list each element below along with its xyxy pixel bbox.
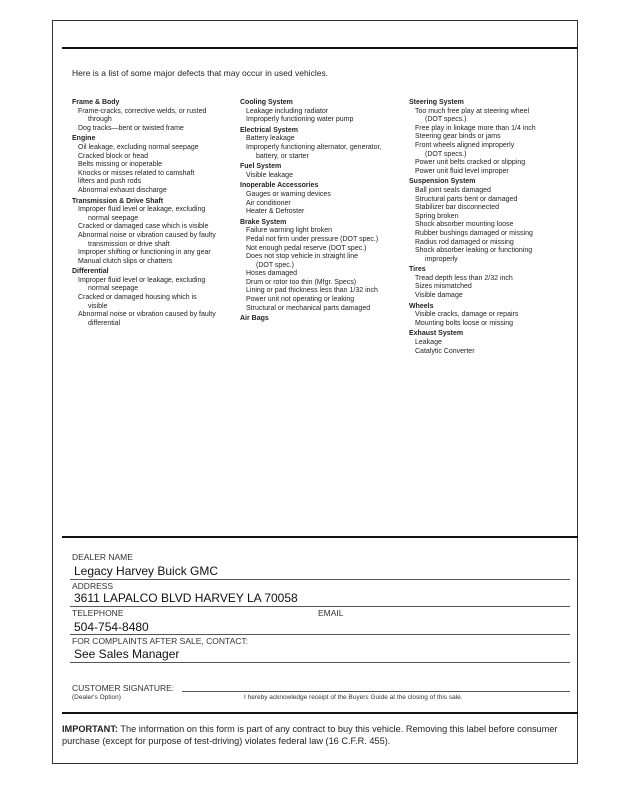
email-label: EMAIL [318, 608, 344, 618]
section-heading: Engine [72, 135, 96, 143]
defect-item: Power unit fluid level improper [415, 167, 509, 175]
section-heading: Tires [409, 266, 426, 274]
defect-item: Belts missing or inoperable [78, 161, 163, 169]
defect-item: Hoses damaged [246, 270, 297, 278]
signature-label: CUSTOMER SIGNATURE: [72, 683, 175, 693]
defect-item: Power unit belts cracked or slipping [415, 159, 526, 167]
defect-item: Not enough pedal reserve (DOT spec.) [246, 244, 367, 252]
telephone-value: 504-754-8480 [74, 620, 149, 634]
defect-item: Gauges or warning devices [246, 190, 331, 198]
complaints-value: See Sales Manager [74, 647, 180, 661]
defect-item: Frame-cracks, corrective welds, or rusted [78, 107, 207, 115]
defect-item-continuation: improperly [425, 255, 458, 263]
defect-item-continuation: battery, or starter [256, 152, 309, 160]
acknowledge-text: I hereby acknowledge receipt of the Buyers Guide at the closing of this sale. [244, 694, 463, 701]
important-rule [62, 712, 578, 714]
defect-item-continuation: transmission or drive shaft [88, 240, 170, 248]
important-text: The information on this form is part of any contract to buy this vehicle. Removing this label before consumer purchase (except for purpose of test-driving) violates federal law (16 C.F.R. 455). [62, 724, 558, 746]
section-heading: Wheels [409, 302, 434, 310]
complaints-line [70, 662, 570, 663]
dealer-name-line [70, 579, 570, 580]
defect-item-continuation: (DOT spec.) [256, 261, 294, 269]
defects-column-1 [72, 97, 237, 328]
defect-item: Cracked or damaged case which is visible [78, 223, 209, 231]
defect-item: Shock absorber mounting loose [415, 221, 514, 229]
telephone-label: TELEPHONE [72, 608, 124, 618]
defect-item: Improperly functioning water pump [246, 116, 354, 124]
defect-item: Visible cracks, damage or repairs [415, 311, 519, 319]
section-heading: Fuel System [240, 163, 282, 171]
dealer-name-label: DEALER NAME [72, 552, 133, 562]
section-heading: Exhaust System [409, 330, 464, 338]
defect-item-continuation: normal seepage [88, 214, 139, 222]
defect-item: Oil leakage, excluding normal seepage [78, 143, 199, 151]
defect-item: Cracked or damaged housing which is [78, 294, 197, 302]
defect-item: Stabilizer bar disconnected [415, 204, 500, 212]
defect-item: Improper fluid level or leakage, excluding [78, 276, 206, 284]
defect-item: Visible leakage [246, 171, 293, 179]
defect-item-continuation: (DOT specs.) [425, 150, 467, 158]
defect-item: Front wheels aligned improperly [415, 141, 515, 149]
defect-item: Tread depth less than 2/32 inch [415, 274, 513, 282]
defect-item: Manual clutch slips or chatters [78, 257, 173, 265]
defect-item: Improper fluid level or leakage, excluding [78, 206, 206, 214]
defect-item: lifters and push rods [78, 178, 142, 186]
defect-item: Battery leakage [246, 135, 295, 143]
defect-item: Structural or mechanical parts damaged [246, 304, 371, 312]
defect-item: Cracked block or head [78, 152, 149, 160]
defect-item-continuation: differential [88, 319, 121, 327]
defect-item: Improperly functioning alternator, generator, [246, 143, 382, 151]
defect-item-continuation: (DOT specs.) [425, 116, 467, 124]
section-heading: Brake System [240, 218, 287, 226]
defect-item-continuation: visible [88, 302, 108, 310]
defect-item: Steering gear binds or jams [415, 133, 501, 141]
signature-line[interactable] [182, 691, 570, 692]
address-line [70, 606, 570, 607]
section-heading: Cooling System [240, 99, 293, 106]
defect-item: Abnormal exhaust discharge [78, 186, 167, 194]
defect-item: Shock absorber leaking or functioning [415, 247, 533, 255]
top-rule [62, 47, 578, 49]
defect-item: Does not stop vehicle in straight line [246, 253, 359, 261]
defect-item: Lining or pad thickness less than 1/32 inch [246, 287, 378, 295]
address-label: ADDRESS [72, 581, 114, 591]
section-heading: Transmission & Drive Shaft [72, 197, 164, 205]
dealer-section-rule [62, 536, 578, 538]
section-heading: Frame & Body [72, 99, 120, 106]
defect-item: Knocks or misses related to camshaft [78, 169, 195, 177]
important-label: IMPORTANT: [62, 724, 118, 734]
complaints-label: FOR COMPLAINTS AFTER SALE, CONTACT: [72, 636, 249, 646]
telephone-line [70, 634, 570, 635]
dealer-name-value: Legacy Harvey Buick GMC [74, 564, 219, 578]
defect-item: Rubber bushings damaged or missing [415, 229, 533, 237]
defect-item: Leakage [415, 339, 442, 347]
defect-item: Catalytic Converter [415, 347, 475, 355]
defect-item: Abnormal noise or vibration caused by faulty [78, 231, 216, 239]
section-heading: Suspension System [409, 178, 476, 186]
defect-item-continuation: through [88, 116, 112, 124]
defect-item: Failure warning light broken [246, 227, 332, 235]
defects-column-3 [409, 97, 574, 356]
section-heading: Electrical System [240, 126, 298, 134]
defect-item: Improper shifting or functioning in any gear [78, 249, 211, 257]
defect-item: Power unit not operating or leaking [246, 296, 355, 304]
dealer-option-text: (Dealer's Option) [72, 694, 121, 701]
intro-text: Here is a list of some major defects that may occur in used vehicles. [72, 68, 329, 78]
defect-item: Free play in linkage more than 1/4 inch [415, 124, 536, 132]
section-heading: Steering System [409, 99, 464, 106]
defect-item: Structural parts bent or damaged [415, 195, 518, 203]
defect-item-continuation: normal seepage [88, 285, 139, 293]
important-notice [62, 723, 562, 747]
defect-item: Abnormal noise or vibration caused by faulty [78, 311, 216, 319]
defect-item: Drum or rotor too thin (Mfgr. Specs) [246, 278, 357, 286]
defect-item: Sizes mismatched [415, 283, 472, 291]
defect-item: Too much free play at steering wheel [415, 107, 530, 115]
section-heading: Air Bags [240, 315, 269, 323]
defect-item: Mounting bolts loose or missing [415, 319, 514, 327]
section-heading: Differential [72, 268, 109, 276]
defect-item: Heater & Defroster [246, 208, 305, 216]
defect-item: Dog tracks—bent or twisted frame [78, 124, 184, 132]
address-value: 3611 LAPALCO BLVD HARVEY LA 70058 [74, 591, 298, 605]
defect-item: Pedal not firm under pressure (DOT spec.) [246, 235, 379, 243]
section-heading: Inoperable Accessories [240, 182, 319, 190]
defect-item: Air conditioner [246, 199, 291, 207]
defect-item: Spring broken [415, 212, 459, 220]
defects-column-2 [240, 97, 405, 324]
defect-item: Leakage including radiator [246, 107, 329, 115]
defect-item: Visible damage [415, 292, 463, 300]
defect-item: Radius rod damaged or missing [415, 238, 514, 246]
defect-item: Ball joint seals damaged [415, 186, 491, 194]
